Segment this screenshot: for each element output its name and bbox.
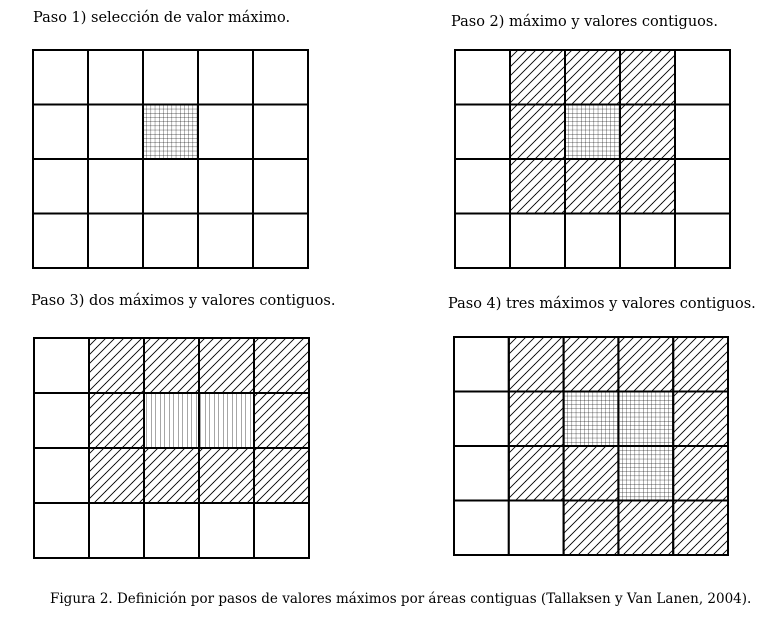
grid-cell-diagonal-hatch (509, 337, 564, 392)
grid-cell-diagonal-hatch (620, 105, 675, 160)
grid-cell-diagonal-hatch (673, 392, 728, 447)
panel-1-grid (33, 50, 308, 268)
grid-cell-diagonal-hatch (673, 446, 728, 501)
grid-cell-diagonal-hatch (144, 338, 199, 393)
grid-cell-crosshatch (564, 392, 619, 447)
grid-cell-empty (198, 159, 253, 214)
panel-3-grid (34, 338, 309, 558)
grid-cell-vertical-hatch (144, 393, 199, 448)
grid-cell-diagonal-hatch (510, 105, 565, 160)
grid-cell-empty (454, 337, 509, 392)
grid-cell-diagonal-hatch (564, 337, 619, 392)
grid-cell-diagonal-hatch (199, 448, 254, 503)
grid-cell-empty (88, 159, 143, 214)
grid-cell-empty (34, 503, 89, 558)
figure-caption: Figura 2. Definición por pasos de valores máximos por áreas contiguas (Tallaksen y Van Lanen, 2004). (50, 591, 752, 607)
grid-cell-diagonal-hatch (620, 159, 675, 214)
grid-cell-empty (143, 214, 198, 269)
grid-cell-empty (253, 214, 308, 269)
grid-cell-crosshatch (618, 392, 673, 447)
grid-cell-empty (88, 214, 143, 269)
grid-cell-empty (253, 105, 308, 160)
grid-cell-empty (34, 338, 89, 393)
grid-cell-empty (198, 214, 253, 269)
grid-cell-empty (34, 448, 89, 503)
grid-cell-crosshatch (565, 105, 620, 160)
grid-cell-empty (198, 50, 253, 105)
grid-cell-empty (198, 105, 253, 160)
grid-cell-diagonal-hatch (620, 50, 675, 105)
grid-cell-empty (88, 50, 143, 105)
grid-cell-diagonal-hatch (144, 448, 199, 503)
grid-cell-empty (620, 214, 675, 269)
grid-cell-diagonal-hatch (89, 393, 144, 448)
grid-cell-diagonal-hatch (673, 501, 728, 556)
grid-cell-empty (144, 503, 199, 558)
grid-cell-empty (675, 50, 730, 105)
grid-cell-diagonal-hatch (254, 393, 309, 448)
panel-2-grid (455, 50, 730, 268)
grid-cell-diagonal-hatch (673, 337, 728, 392)
grid-cell-diagonal-hatch (618, 337, 673, 392)
grid-cell-empty (33, 105, 88, 160)
grid-cell-empty (253, 159, 308, 214)
grid-cell-empty (89, 503, 144, 558)
grid-cell-empty (454, 446, 509, 501)
grid-cell-empty (455, 105, 510, 160)
panel-4-label: Paso 4) tres máximos y valores contiguos. (448, 296, 756, 312)
grid-cell-diagonal-hatch (509, 392, 564, 447)
panel-4-grid (454, 337, 728, 555)
grid-cell-empty (34, 393, 89, 448)
grid-cell-diagonal-hatch (565, 159, 620, 214)
grid-cell-diagonal-hatch (89, 338, 144, 393)
grid-cell-empty (565, 214, 620, 269)
grid-cell-diagonal-hatch (254, 338, 309, 393)
grid-cell-empty (454, 392, 509, 447)
panel-3-label: Paso 3) dos máximos y valores contiguos. (31, 293, 336, 309)
grid-cell-empty (675, 214, 730, 269)
grid-cell-vertical-hatch (199, 393, 254, 448)
grid-cell-diagonal-hatch (564, 446, 619, 501)
grid-cell-diagonal-hatch (565, 50, 620, 105)
grid-cell-empty (33, 214, 88, 269)
grid-cell-empty (143, 50, 198, 105)
grid-cell-empty (455, 50, 510, 105)
grid-cell-empty (509, 501, 564, 556)
grid-cell-empty (254, 503, 309, 558)
grid-cell-diagonal-hatch (89, 448, 144, 503)
grid-cell-empty (455, 159, 510, 214)
grid-cell-diagonal-hatch (510, 50, 565, 105)
grid-cell-empty (33, 159, 88, 214)
grid-cell-empty (675, 159, 730, 214)
grid-cell-diagonal-hatch (254, 448, 309, 503)
panel-2-label: Paso 2) máximo y valores contiguos. (451, 14, 718, 30)
grid-cell-empty (143, 159, 198, 214)
grid-cell-empty (455, 214, 510, 269)
grid-cell-crosshatch (618, 446, 673, 501)
grid-cell-empty (675, 105, 730, 160)
grid-cell-diagonal-hatch (618, 501, 673, 556)
grid-cell-empty (33, 50, 88, 105)
grid-cell-empty (253, 50, 308, 105)
grid-cell-crosshatch (143, 105, 198, 160)
panel-1-label: Paso 1) selección de valor máximo. (33, 10, 291, 26)
grid-cell-diagonal-hatch (199, 338, 254, 393)
grid-cell-empty (88, 105, 143, 160)
grid-cell-diagonal-hatch (564, 501, 619, 556)
grid-cell-diagonal-hatch (509, 446, 564, 501)
grid-cell-empty (199, 503, 254, 558)
grid-cell-empty (454, 501, 509, 556)
grid-cell-diagonal-hatch (510, 159, 565, 214)
grid-cell-empty (510, 214, 565, 269)
